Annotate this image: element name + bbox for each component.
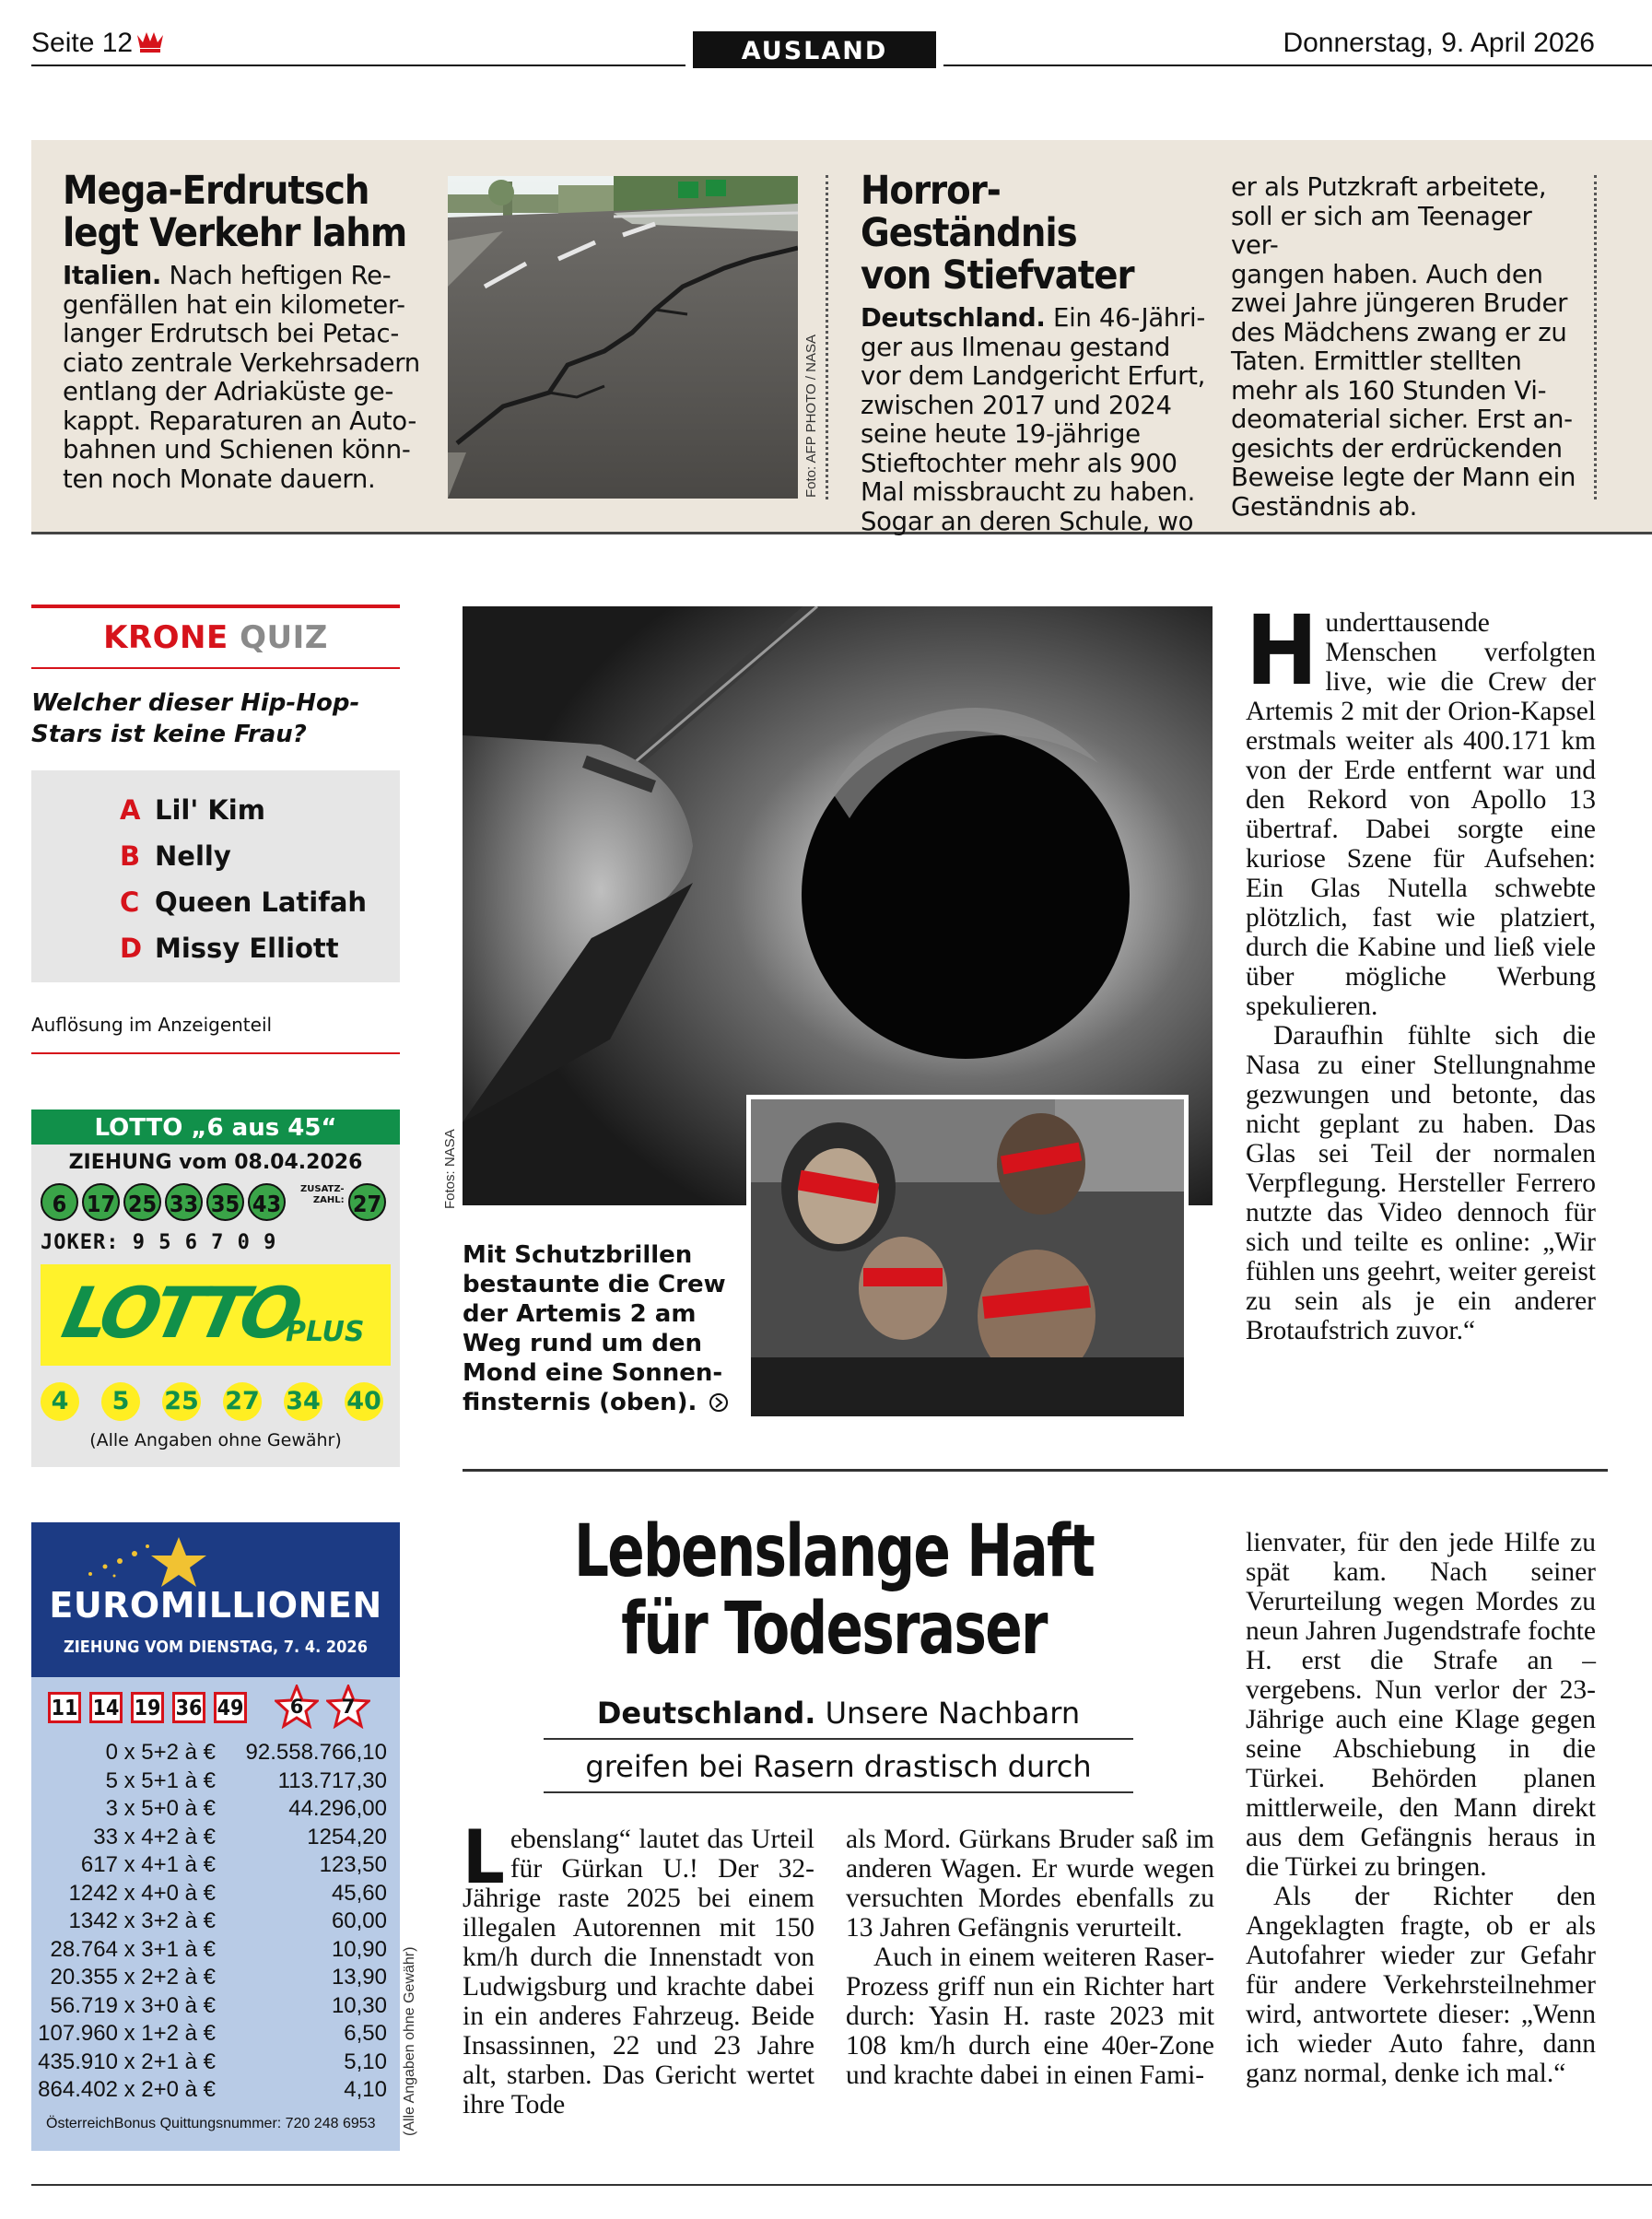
article-paragraph: lienvater, für den jede Hilfe zu spät kam. Nach seiner Verurteilung wegen Mordes zu neun Jahren Jugendstrafe fochte H. erst die Strafe an – vergebens. Nun verlor der 23-Jährige auch eine Klage gegen seine Abschiebung in die Türkei. Behörden planen mittlerweile, den Mann direkt aus dem Gefängnis heraus in die Türkei zu bringen. [1246, 1528, 1596, 1882]
quiz-rule [31, 667, 400, 669]
text-line: Mal missbraucht zu haben. [861, 477, 1196, 507]
prize-amount: 4,10 [344, 2077, 387, 2102]
story-subhead: Deutschland. Unsere Nachbarn [596, 1696, 1081, 1731]
crew-photo [746, 1095, 1189, 1421]
text-line: bahnen und Schienen könn- [63, 435, 411, 464]
prize-row [64, 1740, 387, 1767]
space-article [1246, 594, 1596, 1345]
story-headline: Lebenslange Haft für Todesraser [573, 1510, 1095, 1671]
euro-number: 14 [89, 1692, 123, 1723]
text-line: zwischen 2017 und 2024 [861, 390, 1172, 420]
brief-body-continued [1231, 173, 1581, 522]
subhead-rule [544, 1738, 1133, 1740]
euro-disclaimer: (Alle Angaben ohne Gewähr) [402, 1946, 417, 2136]
text-line: deomaterial sicher. Erst an- [1231, 405, 1573, 434]
drop-cap: L [463, 1814, 505, 1900]
lotto-ball: 33 [165, 1183, 203, 1221]
text-line: ger aus Ilmenau gestand [861, 332, 1171, 362]
quiz-bottom-rule [31, 1052, 400, 1054]
lotto-ball: 6 [41, 1183, 78, 1221]
prize-row [50, 1936, 387, 1965]
page-number: Seite 12 [31, 28, 134, 58]
text-line: ciato zentrale Verkehrsadern [63, 347, 420, 378]
text-line: des Mädchens zwang er zu [1231, 317, 1567, 347]
prize-count: 107.960 x 1+2 à € [38, 2021, 216, 2046]
lottoplus-ball: 5 [101, 1382, 140, 1421]
prize-amount: 6,50 [344, 2021, 387, 2046]
prize-count: 435.910 x 2+1 à € [38, 2049, 216, 2074]
prize-row [50, 1992, 387, 2021]
prize-count: 1342 x 3+2 à € [68, 1908, 216, 1933]
lotto-disclaimer: (Alle Angaben ohne Gewähr) [89, 1430, 342, 1450]
photo-credit: Foto: AFP PHOTO / NASA [803, 334, 819, 498]
text-line: ten noch Monate dauern. [63, 464, 376, 494]
prize-count: 28.764 x 3+1 à € [50, 1936, 216, 1962]
lotto-bonus-ball: 27 [348, 1183, 386, 1221]
star-icon [77, 1533, 225, 1589]
subhead-rule [544, 1791, 1133, 1793]
text-line: Sogar an deren Schule, wo [861, 506, 1194, 536]
quiz-title: KRONE QUIZ [103, 619, 328, 656]
prize-amount: 10,90 [331, 1936, 387, 1962]
article-paragraph: Hunderttausende Menschen verfolgten live, wie die Crew der Artemis 2 mit der Orion-Kapsel erstmals weiter als 400.171 km von der Erde entfernt war und den Rekord von Apollo 13 übertraf. Dabei sorgte eine kuriose Szene für Aufsehen: Ein Glas Nutella schwebte plötzlich, fast wie platziert, durch die Kabine und ließ viele über mögliche Werbung spekulieren. [1246, 594, 1596, 1021]
text-line: Italien. Nach heftigen Re- [63, 261, 392, 290]
text-line: entlang der Adriaküste ge- [63, 377, 394, 406]
lottoplus-ball: 34 [284, 1382, 322, 1421]
prize-row [64, 1768, 387, 1796]
bonus-label: ZUSATZ- ZAHL: [300, 1184, 345, 1205]
lottoplus-logo: LOTTO PLUS [41, 1264, 391, 1366]
prize-row [38, 2049, 387, 2077]
euro-number: 19 [131, 1692, 164, 1723]
lotto-draw-date: ZIEHUNG vom 08.04.2026 [68, 1151, 363, 1174]
article-paragraph: Daraufhin fühlte sich die Nasa zu einer Stellungnahme gezwungen und betonte, das nicht geplant zu haben. Das Glas sei Teil der normalen Verpflegung. Hersteller Ferrero nutzte das Video dennoch für sich und teilte es online: „Wir fühlen uns geehrt, weiter gereist zu sein als je ein anderer Brotaufstrich zuvor.“ [1246, 1021, 1596, 1345]
euro-number: 36 [172, 1692, 205, 1723]
article-paragraph: als Mord. Gürkans Bruder saß im anderen Wagen. Er wurde wegen versuchten Mordes ebenfalls zu 13 Jahren Gefängnis verurteilt. [846, 1825, 1214, 1943]
quiz-solution-note: Auflösung im Anzeigenteil [31, 1014, 273, 1036]
lotto-ball: 43 [248, 1183, 286, 1221]
prize-row [64, 1852, 387, 1880]
arrow-circle-icon [709, 1392, 729, 1413]
text-line: Stieftochter mehr als 900 [861, 448, 1177, 478]
section-label: AUSLAND [693, 31, 936, 68]
lottoplus-ball: 25 [162, 1382, 201, 1421]
quiz-option-d: D Missy Elliott [120, 933, 339, 964]
prize-amount: 123,50 [319, 1852, 387, 1877]
prize-row [64, 1825, 387, 1852]
text-line: langer Erdrutsch bei Petac- [63, 319, 399, 348]
article-paragraph: Lebenslang“ lautet das Urteil für Gürkan U.! Der 32-Jährige raste 2025 bei einem illegalen Autorennen mit 150 km/h durch die Innenstadt von Ludwigsburg und krachte dabei in ein anderes Fahrzeug. Beide Insassinnen, 22 und 23 Jahre alt, starben. Das Gericht wertet ihre Tode [463, 1814, 814, 2119]
lotto-ball: 17 [82, 1183, 120, 1221]
prize-count: 3 x 5+0 à € [105, 1796, 216, 1821]
prize-amount: 1254,20 [307, 1824, 387, 1849]
prize-row [38, 2021, 387, 2049]
brief-stepfather [861, 170, 1211, 536]
brief-headline: Horror-Geständnis von Stiefvater [861, 168, 1134, 299]
header-rule-right [943, 65, 1652, 66]
euro-star-number: 6 [275, 1685, 319, 1729]
issue-date: Donnerstag, 9. April 2026 [1283, 28, 1595, 58]
quiz-option-b: B Nelly [120, 840, 231, 872]
prize-row [64, 1881, 387, 1908]
prize-count: 20.355 x 2+2 à € [50, 1965, 216, 1990]
prize-amount: 13,90 [331, 1965, 387, 1990]
lotto-title: LOTTO „6 aus 45“ [31, 1110, 400, 1145]
story-column-3 [1246, 1528, 1596, 2088]
prize-count: 33 x 4+2 à € [93, 1824, 216, 1849]
photo-caption: Mit Schutzbrillen bestaunte die Crew der Artemis 2 am Weg rund um den Mond eine Sonnen- finsternis (oben). [463, 1240, 730, 1417]
article-paragraph: Auch in einem weiteren Raser-Prozess griff nun ein Richter hart durch: Yasin H. raste 2023 mit 108 km/h durch eine 40er-Zone und krachte dabei in einen Fami- [846, 1943, 1214, 2090]
text-line: Geständnis ab. [1231, 491, 1418, 522]
euromillionen-draw: ZIEHUNG VOM DIENSTAG, 7. 4. 2026 [64, 1638, 368, 1657]
prize-amount: 5,10 [344, 2049, 387, 2074]
text-line: Deutschland. Ein 46-Jähri- [861, 303, 1205, 333]
joker-numbers: JOKER: 9 5 6 7 0 9 [41, 1231, 277, 1254]
text-line: mehr als 160 Stunden Vi- [1231, 375, 1547, 405]
story-column-2 [846, 1825, 1214, 2090]
page-bottom-rule [31, 2184, 1652, 2186]
brief-body [861, 304, 1211, 536]
quiz-top-rule [31, 605, 400, 608]
prize-row [64, 1796, 387, 1824]
quiz-question: Welcher dieser Hip-Hop- Stars ist keine Frau? [31, 689, 360, 748]
brief-landslide [63, 170, 431, 494]
text-line: Taten. Ermittler stellten [1231, 346, 1522, 376]
quiz-option-a: A Lil' Kim [120, 794, 265, 826]
story-column-1 [463, 1814, 814, 2119]
text-line: Beweise legte der Mann ein [1231, 463, 1576, 492]
prize-amount: 45,60 [331, 1880, 387, 1906]
story-subhead-2: greifen bei Rasern drastisch durch [585, 1749, 1092, 1784]
prize-count: 864.402 x 2+0 à € [38, 2077, 216, 2102]
euro-number: 11 [48, 1692, 81, 1723]
article-paragraph: Als der Richter den Angeklagten fragte, ob er als Autofahrer wieder zur Gefahr für andere Verkehrsteilnehmer wird, antwortete dieser: „Wenn ich wieder Auto fahre, dann ganz normal, denke ich mal.“ [1246, 1882, 1596, 2088]
prize-row [64, 1908, 387, 1936]
text-line: gangen haben. Auch den [1231, 259, 1543, 289]
text-line: er als Putzkraft arbeitete, [1231, 172, 1547, 202]
austria-bonus: ÖsterreichBonus Quittungsnummer: 720 248 6953 [46, 2116, 376, 2131]
prize-count: 617 x 4+1 à € [80, 1852, 216, 1877]
lottoplus-ball: 4 [41, 1382, 79, 1421]
story-top-rule [463, 1469, 1608, 1472]
photo-credit: Fotos: NASA [442, 1129, 458, 1209]
prize-count: 56.719 x 3+0 à € [50, 1992, 216, 2018]
prize-row [50, 1965, 387, 1992]
text-line: seine heute 19-jährige [861, 419, 1141, 449]
prize-count: 1242 x 4+0 à € [68, 1880, 216, 1906]
lotto-ball: 35 [206, 1183, 244, 1221]
drop-cap: H [1246, 594, 1318, 707]
text-line: soll er sich am Teenager ver- [1231, 201, 1532, 260]
landslide-photo [448, 176, 798, 499]
crown-icon [135, 29, 166, 53]
brief-body [63, 262, 431, 494]
dotted-divider [826, 175, 828, 499]
prize-count: 0 x 5+2 à € [105, 1740, 216, 1765]
brief-headline: Mega-Erdrutsch legt Verkehr lahm [63, 168, 407, 256]
quiz-option-c: C Queen Latifah [120, 886, 368, 918]
text-line: kappt. Reparaturen an Auto- [63, 405, 416, 436]
prize-amount: 44.296,00 [288, 1796, 387, 1821]
prize-amount: 113.717,30 [277, 1767, 387, 1793]
lottoplus-ball: 40 [345, 1382, 383, 1421]
text-line: genfällen hat ein kilometer- [63, 289, 405, 320]
text-line: gesichts der erdrückenden [1231, 433, 1563, 464]
dotted-divider [1594, 175, 1597, 499]
euro-number: 49 [214, 1692, 247, 1723]
lotto-ball: 25 [123, 1183, 161, 1221]
quiz-options [31, 770, 400, 982]
text-line: vor dem Landgericht Erfurt, [861, 361, 1206, 391]
prize-count: 5 x 5+1 à € [105, 1767, 216, 1793]
lottoplus-ball: 27 [223, 1382, 262, 1421]
prize-amount: 92.558.766,10 [245, 1740, 387, 1765]
header-rule-left [31, 65, 685, 66]
prize-row [38, 2077, 387, 2105]
prize-amount: 60,00 [331, 1908, 387, 1933]
euro-star-number: 7 [326, 1685, 370, 1729]
euromillionen-title: EUROMILLIONEN [49, 1585, 382, 1626]
prize-amount: 10,30 [331, 1992, 387, 2018]
text-line: zwei Jahre jüngeren Bruder [1231, 288, 1568, 318]
